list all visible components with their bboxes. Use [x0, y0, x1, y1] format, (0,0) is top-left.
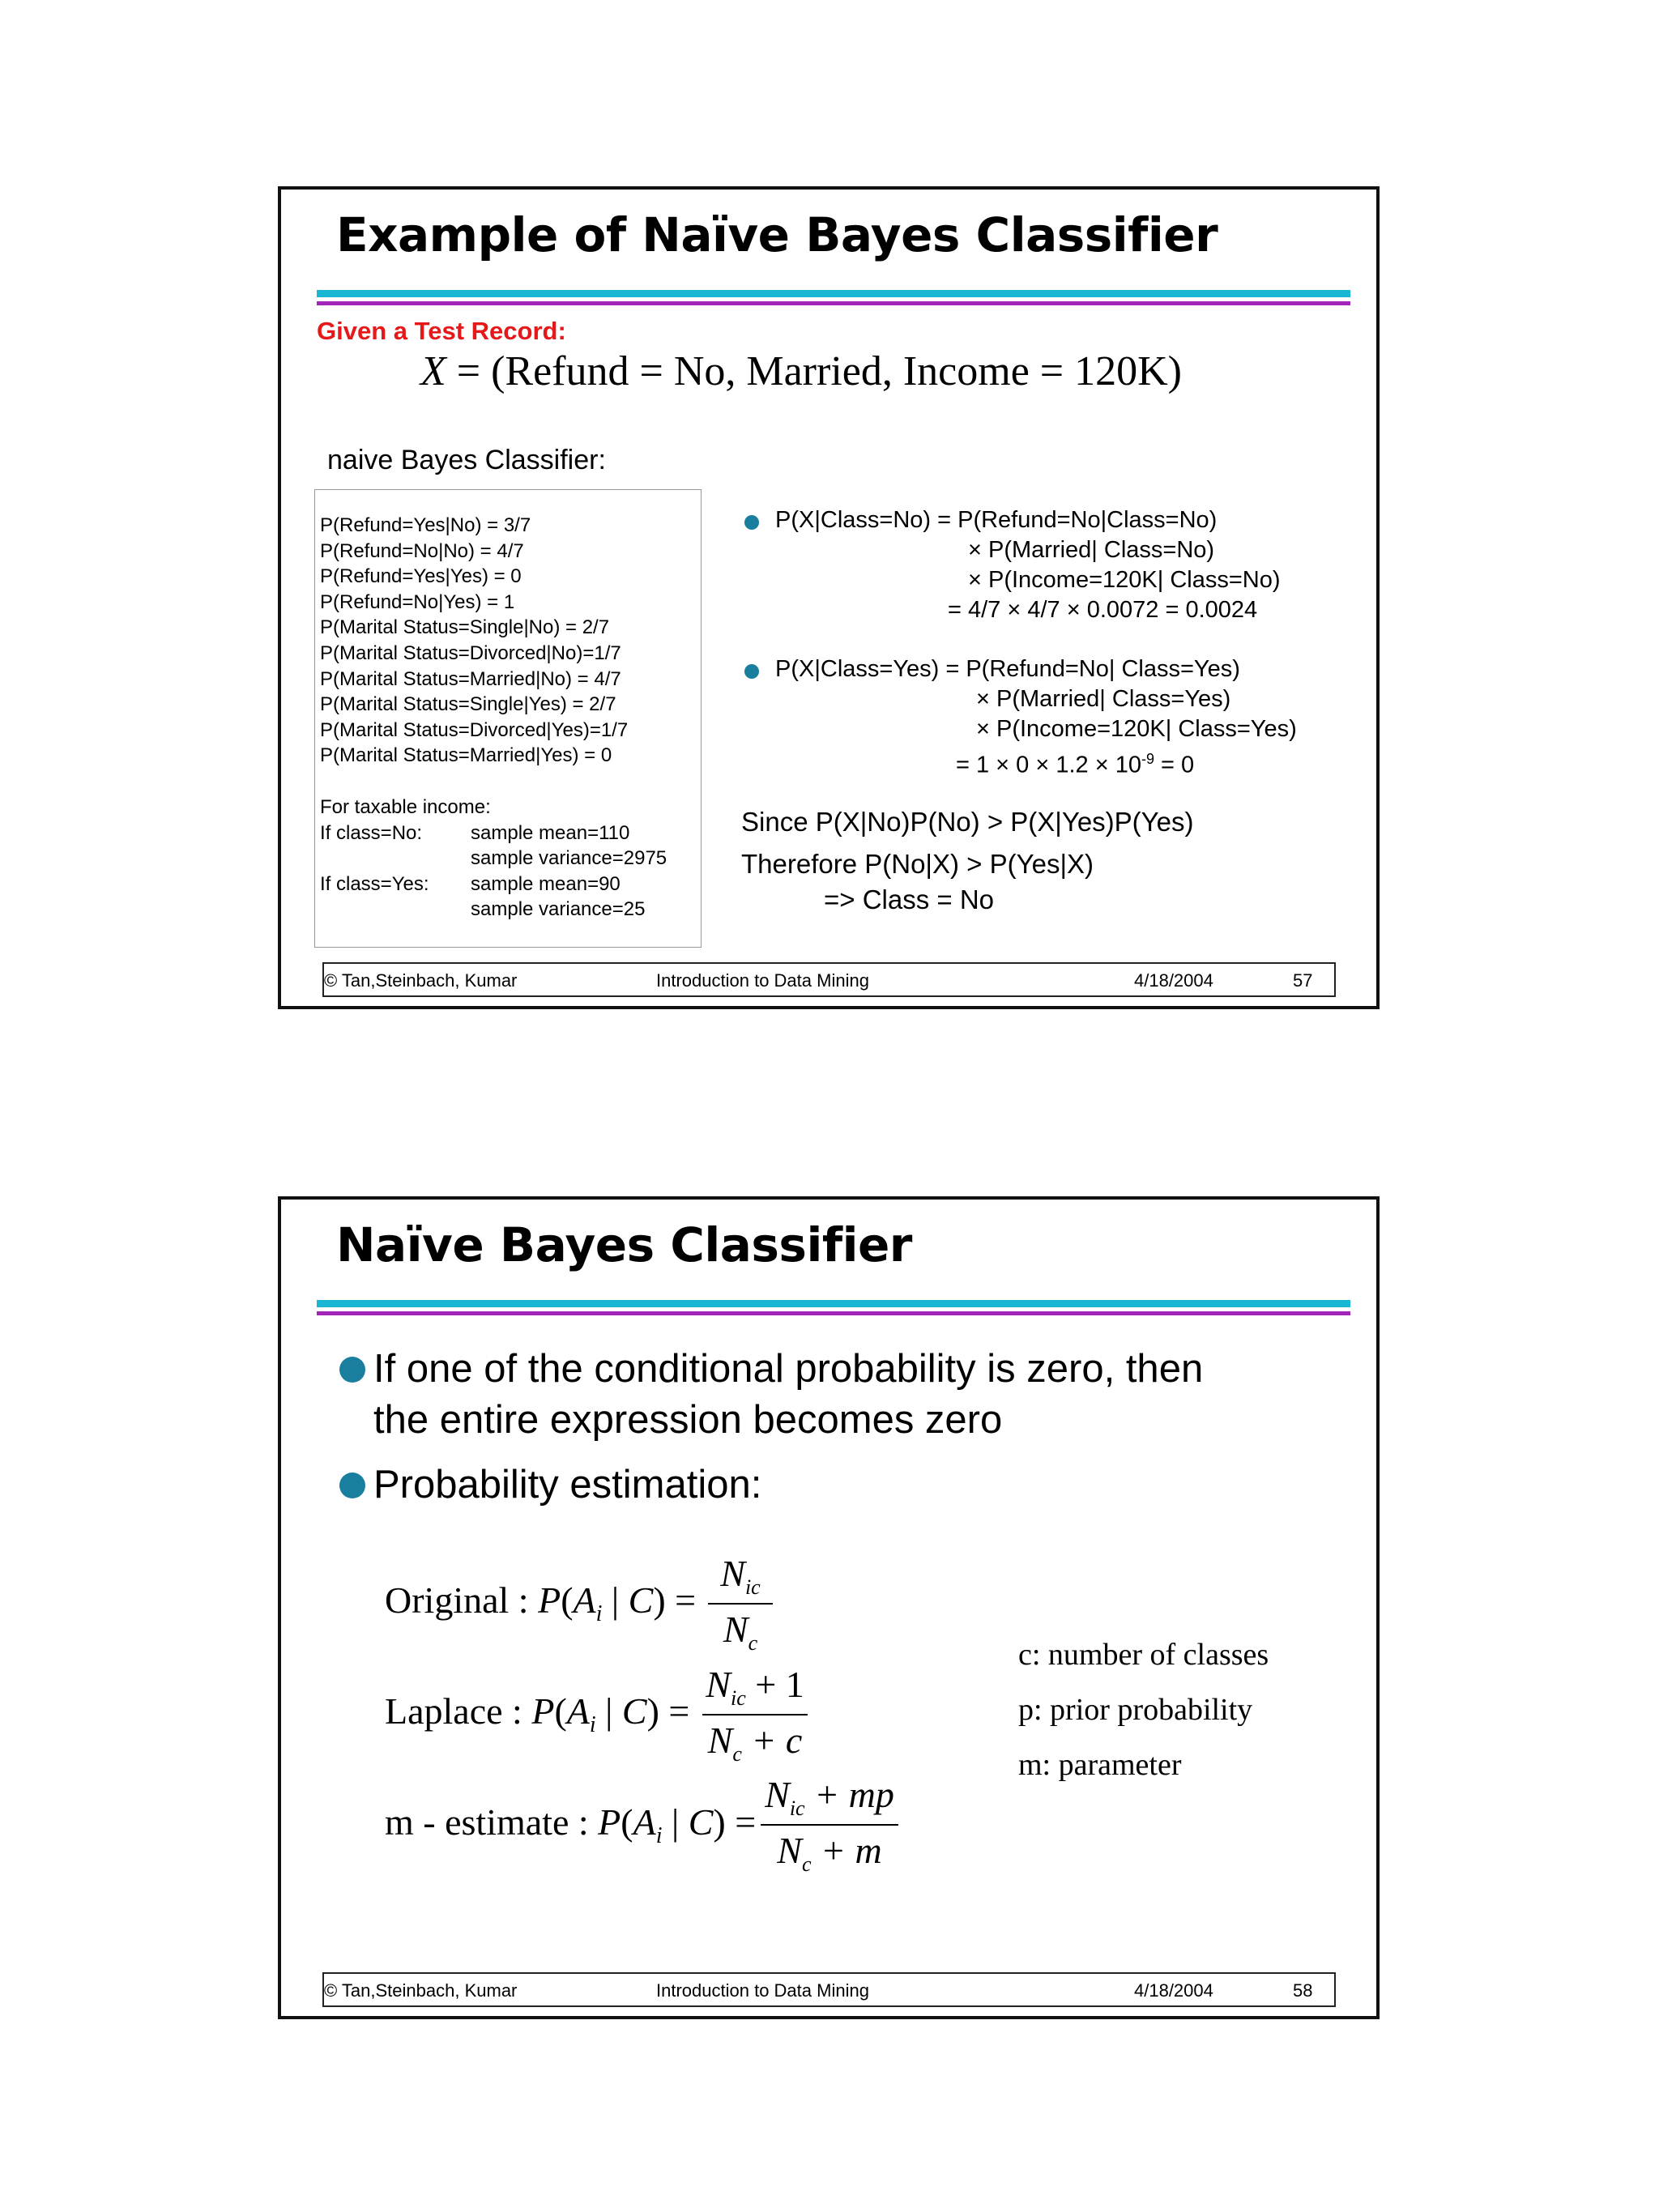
calc-yes-line-2: × P(Married| Class=Yes) — [976, 686, 1231, 712]
formula-m-estimate: m - estimate : $P(A_i$ | C) = — [385, 1801, 757, 1848]
prob-line: P(Marital Status=Divorced|No)=1/7 — [320, 641, 621, 664]
given-test-record-label: Given a Test Record: — [317, 317, 566, 345]
title-rule-cyan — [317, 290, 1350, 297]
therefore-statement: Therefore P(No|X) > P(Yes|X) — [741, 849, 1094, 879]
prob-line: P(Marital Status=Single|Yes) = 2/7 — [320, 693, 616, 716]
calc-yes-line-1: P(X|Class=Yes) = P(Refund=No| Class=Yes) — [775, 656, 1240, 682]
calc-yes-line-3: × P(Income=120K| Class=Yes) — [976, 716, 1297, 742]
slide-footer — [322, 1972, 1336, 2007]
class-yes-variance: sample variance=25 — [471, 898, 646, 921]
legend-prior: p: prior probability — [1018, 1693, 1253, 1727]
prob-line: P(Refund=Yes|No) = 3/7 — [320, 514, 531, 536]
prob-line: P(Refund=No|Yes) = 1 — [320, 590, 515, 613]
calc-no-line-3: × P(Income=120K| Class=No) — [968, 567, 1281, 593]
class-no-label: If class=No: — [320, 821, 423, 844]
slide-58 — [278, 1196, 1380, 2019]
bullet-dot-icon — [339, 1473, 365, 1498]
class-result: => Class = No — [824, 884, 995, 914]
class-yes-row — [320, 872, 701, 897]
footer-author: © Tan,Steinbach, Kumar — [324, 970, 518, 991]
class-no-row — [320, 820, 701, 846]
formula-laplace: Laplace : $P(A_i$ | C) = — [385, 1690, 690, 1737]
bullet-dot-icon — [744, 515, 759, 530]
bullet-zero-probability-line-2: the entire expression becomes zero — [373, 1398, 1003, 1442]
bullet-dot-icon — [744, 664, 759, 679]
since-statement: Since P(X|No)P(No) > P(X|Yes)P(Yes) — [741, 807, 1194, 837]
probability-table — [314, 489, 702, 948]
footer-page-number: 57 — [1293, 970, 1313, 991]
calc-yes-result: = $1 \times 0 \times 1.2 \times 10^{-9} = 0$ — [956, 751, 1195, 778]
fraction-original: $N_{ic}$ $N_c$ — [708, 1552, 773, 1656]
equation-rhs: = (Refund = No, Married, Income = 120K) — [456, 348, 1182, 394]
prob-line: P(Marital Status=Divorced|Yes)=1/7 — [320, 718, 629, 741]
test-record-equation — [420, 347, 1182, 395]
class-yes-variance-row — [320, 897, 701, 923]
calc-no-line-1: P(X|Class=No) = P(Refund=No|Class=No) — [775, 507, 1218, 533]
class-no-variance-row — [320, 846, 701, 872]
legend-classes: c: number of classes — [1018, 1638, 1269, 1672]
class-yes-label: If class=Yes: — [320, 872, 429, 895]
class-yes-mean: sample mean=90 — [471, 872, 621, 895]
title-rule-magenta — [317, 301, 1350, 305]
equation-x: X — [420, 348, 446, 394]
footer-course: Introduction to Data Mining — [656, 970, 869, 991]
bullet-probability-estimation: Probability estimation: — [373, 1463, 762, 1507]
prob-line: P(Marital Status=Married|No) = 4/7 — [320, 667, 621, 690]
prob-line: P(Refund=No|No) = 4/7 — [320, 539, 524, 562]
class-no-mean: sample mean=110 — [471, 821, 630, 844]
taxable-income-header: For taxable income: — [320, 795, 491, 818]
footer-course: Introduction to Data Mining — [656, 1980, 869, 2001]
title-rule-cyan — [317, 1300, 1350, 1307]
calc-no-line-2: × P(Married| Class=No) — [968, 537, 1215, 563]
fraction-m-estimate: $N_{ic}$ + mp $N_c + m$ — [761, 1773, 898, 1877]
slide-title: Naïve Bayes Classifier — [336, 1217, 912, 1272]
prob-line: P(Marital Status=Single|No) = 2/7 — [320, 616, 610, 639]
calc-no-result: = 4/7 × 4/7 × 0.0072 = 0.0024 — [948, 597, 1258, 623]
footer-date: 4/18/2004 — [1134, 1980, 1213, 2001]
bullet-dot-icon — [339, 1357, 365, 1383]
footer-page-number: 58 — [1293, 1980, 1313, 2001]
legend-parameter: m: parameter — [1018, 1748, 1182, 1782]
slide-footer — [322, 962, 1336, 997]
title-rule-magenta — [317, 1311, 1350, 1315]
prob-line: P(Refund=Yes|Yes) = 0 — [320, 565, 522, 588]
slide-title: Example of Naïve Bayes Classifier — [336, 207, 1218, 262]
naive-bayes-label: naive Bayes Classifier: — [327, 445, 606, 475]
class-no-variance: sample variance=2975 — [471, 847, 667, 870]
bullet-zero-probability-line-1: If one of the conditional probability is zero, then — [373, 1347, 1204, 1391]
footer-date: 4/18/2004 — [1134, 970, 1213, 991]
slide-57 — [278, 186, 1380, 1009]
footer-author: © Tan,Steinbach, Kumar — [324, 1980, 518, 2001]
prob-line: P(Marital Status=Married|Yes) = 0 — [320, 744, 612, 767]
formula-original: Original : $P(A_i$ | C) = — [385, 1579, 697, 1626]
fraction-laplace: $N_{ic} + 1$ $N_c + c$ — [702, 1663, 808, 1767]
